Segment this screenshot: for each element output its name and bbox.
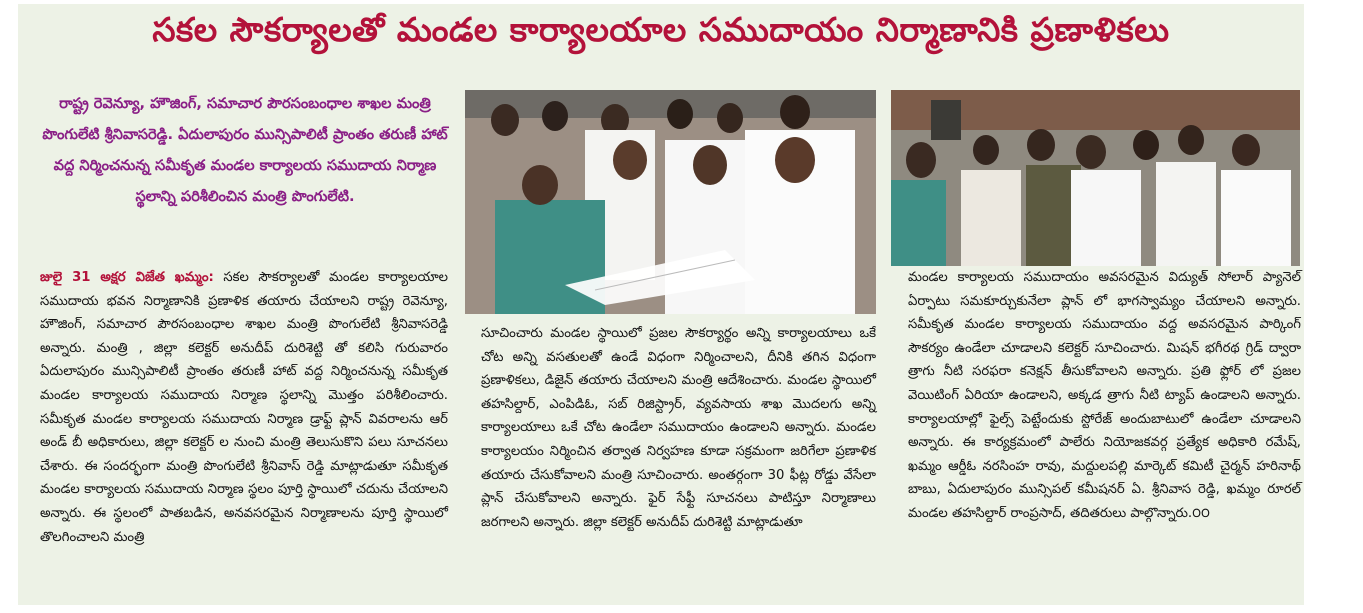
column-1-text: సకల సౌకర్యాలతో మండల కార్యాలయాల సముదాయ భవన నిర్మాణానికి ప్రణాళిక తయారు చేయాలని రాష్ట్ర రెవెన్యూ, హౌజింగ్, సమాచార పౌరసంబంధాల శాఖల మంత్రి పొంగులేటి శ్రీనివాసరెడ్డి అన్నారు. మంత్రి , జిల్లా కలెక్టర్ అనుదీప్ దురిశెట్టి తో కలిసి గురువారం ఏదులాపురం మున్సిపాలిటీ ప్రాంతం తరుణీ హాట్ వద్ద నిర్మించనున్న సమీకృత మండల కార్యాలయ సముదాయ నిర్మాణ స్థలాన్ని మొత్తం పరిశీలించారు. సమీకృత మండల కార్యాలయ సముదాయ నిర్మాణ డ్రాఫ్ట్ ప్లాన్ వివరాలను ఆర్ అండ్ బీ అధికారులు, జిల్లా కలెక్టర్ ల నుంచి మంత్రి తెలుసుకొని పలు సూచనలు చేశారు. ఈ సందర్భంగా మంత్రి పొంగులేటి శ్రీనివాస్ రెడ్డి మాట్లాడుతూ సమీకృత మండల కార్యాలయ సముదాయ నిర్మాణ స్థలం పూర్తి స్థాయిలో చదును చేయాలని అన్నారు. ఈ స్థలంలో పాతబడిన, అనవసరమైన నిర్మాణాలను పూర్తి స్థాయిలో తొలగించాలని మంత్రి xyxy=(40,270,448,545)
article-column-3: మండల కార్యాలయ సముదాయం అవసరమైన విద్యుత్ సోలార్ ప్యానెల్ ఏర్పాటు సమకూర్చుకునేలా ప్లాన్ లో భాగస్వామ్యం చేయాలని అన్నారు. సమీకృత మండల కార్యాలయ సముదాయం వద్ద అవసరమైన పార్కింగ్ సౌకర్యం ఉండేలా చూడాలని కలెక్టర్ సూచించారు. మిషన్ భగీరథ గ్రిడ్ ద్వారా త్రాగు నీటి సరఫరా కనెక్షన్ తీసుకోవాలని అన్నారు. ప్రతి ఫ్లోర్ లో ప్రజల వెయిటింగ్ ఏరియా ఉండాలని, అక్కడ త్రాగు నీటి ట్యాప్ ఉండాలని అన్నారు. కార్యాలయాల్లో ఫైల్స్ పెట్టేందుకు స్టోరేజ్ అందుబాటులో ఉండేలా చూడాలని అన్నారు. ఈ కార్యక్రమంలో పాలేరు నియోజకవర్గ ప్రత్యేక అధికారి రమేష్, ఖమ్మం ఆర్డీఓ నరసింహ రావు, మద్దులపల్లి మార్కెట్ కమిటీ చైర్మన్ హరినాథ్ బాబు, ఏదులాపురం మున్సిపల్ కమీషనర్ ఏ. శ్రీనివాస రెడ్డి, ఖమ్మం రూరల్ మండల తహసిల్దార్ రాంప్రసాద్, తదితరులు పాల్గొన్నారు.౦౦ xyxy=(908,270,1301,521)
photo-officials-site-inspection xyxy=(891,90,1300,266)
dateline: జులై 31 అక్షర విజేత ఖమ్మం: xyxy=(40,270,214,285)
newspaper-article xyxy=(18,4,1304,605)
article-headline: సకల సౌకర్యాలతో మండల కార్యాలయాల సముదాయం నిర్మాణానికి ప్రణాళికలు xyxy=(152,10,1170,49)
article-subtitle: రాష్ట్ర రెవెన్యూ, హౌజింగ్, సమాచార పౌరసంబంధాల శాఖల మంత్రి పొంగులేటి శ్రీనివాసరెడ్డి. ఏదులాపురం మున్సిపాలిటీ ప్రాంతం తరుణీ హాట్ వద్ద నిర్మించనున్న సమీకృత మండల కార్యాలయ సముదాయ నిర్మాణ స్థలాన్ని పరిశీలించిన మంత్రి పొంగులేటి. xyxy=(42,95,448,205)
photo-minister-reviewing-plan xyxy=(465,90,876,314)
article-column-1 xyxy=(40,266,448,549)
article-column-2: సూచించారు మండల స్థాయిలో ప్రజల సౌకర్యార్థం అన్ని కార్యాలయాలు ఒకే చోట అన్ని వసతులతో ఉండే విధంగా నిర్మించాలని, దీనికి తగిన విధంగా ప్రణాళికలు, డిజైన్ తయారు చేయాలని మంత్రి ఆదేశించారు. మండల స్థాయిలో తహసిల్దార్, ఎంపిడిఓ, సబ్ రిజిస్ట్రార్, వ్యవసాయ శాఖ మొదలగు అన్ని కార్యాలయాలు ఒకే చోట ఉండేలా సముదాయం ఉండాలని అన్నారు. మండల కార్యాలయం నిర్మించిన తర్వాత నిర్వహణ కూడా సక్రమంగా జరిగేలా ప్రణాళిక తయారు చేసుకోవాలని మంత్రి సూచించారు. అంతర్గంగా 30 ఫీట్ల రోడ్డు వేసేలా ప్లాన్ చేసుకోవాలని అన్నారు. ఫైర్ సేఫ్టీ సూచనలు పాటిస్తూ నిర్మాణాలు జరగాలని అన్నారు. జిల్లా కలెక్టర్ అనుదీప్ దురిశెట్టి మాట్లాడుతూ xyxy=(481,326,876,530)
